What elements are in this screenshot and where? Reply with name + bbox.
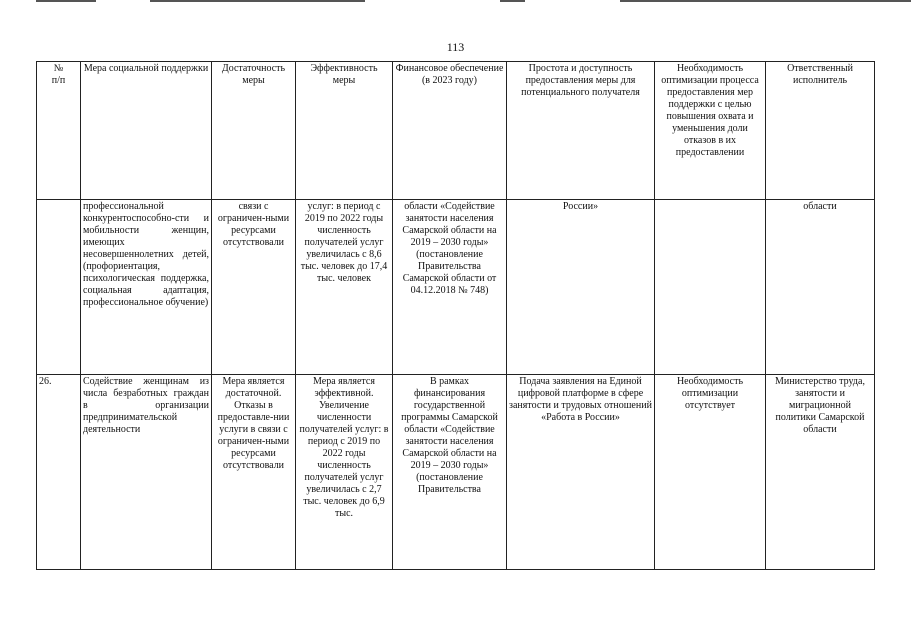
header-efficiency: Эффективность меры <box>296 62 393 200</box>
cell-efficiency: услуг: в период с 2019 по 2022 годы численность получателей услуг увеличилась с 8,6 тыс. человек до 17,4 тыс. человек <box>296 200 393 375</box>
cell-executor: Министерство труда, занятости и миграционной политики Самарской области <box>766 375 875 570</box>
cell-optimization <box>655 200 766 375</box>
cell-efficiency: Мера является эффективной. Увеличение численности получателей услуг: в период с 2019 по 2022 годы численность получателей услуг увеличилась с 2,7 тыс. человек до 6,9 тыс. <box>296 375 393 570</box>
social-support-table <box>36 61 875 570</box>
cell-number: 26. <box>37 375 81 570</box>
cell-sufficiency: связи с ограничен-ными ресурсами отсутствовали <box>212 200 296 375</box>
table-header-row <box>37 62 875 200</box>
cell-sufficiency: Мера является достаточной. Отказы в предоставле-нии услуги в связи с ограничен-ными ресурсами отсутствовали <box>212 375 296 570</box>
table-row <box>37 375 875 570</box>
scan-edge-line <box>150 0 365 2</box>
cell-simplicity: Подача заявления на Единой цифровой платформе в сфере занятости и трудовых отношений «Работа в России» <box>507 375 655 570</box>
cell-number <box>37 200 81 375</box>
table-row <box>37 200 875 375</box>
header-number: № п/п <box>37 62 81 200</box>
header-measure: Мера социальной поддержки <box>81 62 212 200</box>
header-executor: Ответственный исполнитель <box>766 62 875 200</box>
header-financing: Финансовое обеспечение (в 2023 году) <box>393 62 507 200</box>
cell-measure: Содействие женщинам из числа безработных граждан в организации предпринимательской деятельности <box>81 375 212 570</box>
header-sufficiency: Достаточность меры <box>212 62 296 200</box>
header-optimization: Необходимость оптимизации процесса предоставления мер поддержки с целью повышения охвата и уменьшения доли отказов в их предоставлении <box>655 62 766 200</box>
cell-financing: области «Содействие занятости населения Самарской области на 2019 – 2030 годы» (постановление Правительства Самарской области от 04.12.2018 № 748) <box>393 200 507 375</box>
scan-edge-line <box>500 0 525 2</box>
cell-measure: профессиональной конкурентоспособно-сти и мобильности женщин, имеющих несовершеннолетних детей, (профориентация, психологическая поддержка, социальная адаптация, профессиональное обучение) <box>81 200 212 375</box>
cell-optimization: Необходимость оптимизации отсутствует <box>655 375 766 570</box>
scan-edge-line <box>620 0 911 2</box>
cell-financing: В рамках финансирования государственной программы Самарской области «Содействие занятости населения Самарской области на 2019 – 2030 годы» (постановление Правительства <box>393 375 507 570</box>
page-number: 113 <box>446 40 465 54</box>
cell-simplicity: России» <box>507 200 655 375</box>
header-simplicity: Простота и доступность предоставления меры для потенциального получателя <box>507 62 655 200</box>
cell-executor: области <box>766 200 875 375</box>
scan-edge-line <box>36 0 96 2</box>
